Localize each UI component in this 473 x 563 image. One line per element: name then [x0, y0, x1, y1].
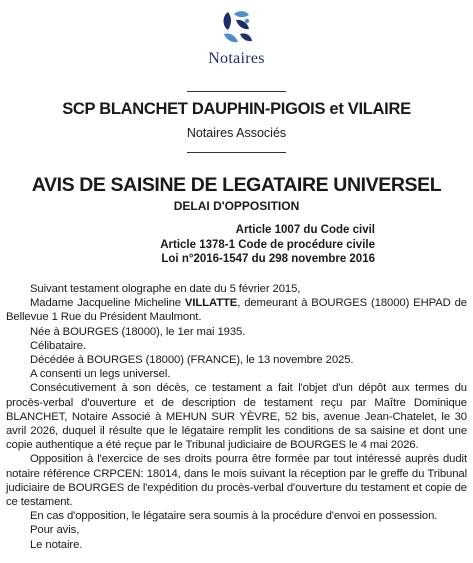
testator-name: VILLATTE: [184, 297, 238, 310]
reference-line: Article 1007 du Code civil: [235, 224, 375, 236]
text-run: , demeurant à BOURGES (18000) EHPAD de Bellevue 1 Rue du Président Maulmont.: [6, 297, 467, 324]
text-run: Madame Jacqueline Micheline: [30, 297, 185, 310]
office-subtitle: Notaires Associés: [186, 126, 287, 140]
notice-subtitle: DELAI D'OPPOSITION: [173, 199, 300, 213]
divider: [187, 91, 286, 92]
legal-references: [100, 223, 375, 267]
paragraph: A consenti un legs universel.: [30, 368, 171, 381]
paragraph: Le notaire.: [30, 538, 83, 551]
office-name: SCP BLANCHET DAUPHIN-PIGOIS et VILAIRE: [62, 100, 411, 118]
logo-wordmark: Notaires: [208, 50, 265, 67]
divider: [187, 152, 286, 153]
reference-line: Article 1378-1 Code de procédure civile: [160, 238, 375, 251]
paragraph: En cas d'opposition, le légataire sera soumis à la procédure d'envoi en possession.: [30, 510, 438, 523]
notaires-emblem-icon: [214, 6, 260, 50]
paragraph: [6, 296, 467, 324]
paragraph: Consécutivement à son décès, ce testament a fait l'objet d'un dépôt aux termes du procès-verbal d'ouverture et de description de testament reçu par Maître Dominique BLANCHET, Notaire Associé à MEHUN SUR YÈVRE, 52 bis, avenue Jean-Chatelet, le 30 avril 2026, duquel il résulte que le légataire remplit les conditions de sa saisine et dont une copie authentique a été reçue par le Tribunal judiciaire de BOURGES le 4 mai 2026.: [6, 382, 467, 452]
notice-body: [6, 282, 467, 552]
paragraph: Née à BOURGES (18000), le 1er mai 1935.: [30, 325, 246, 338]
notice-title: AVIS DE SAISINE DE LEGATAIRE UNIVERSEL: [31, 174, 442, 196]
paragraph: Opposition à l'exercice de ses droits pourra être formée par tout intéressé auprès dudit notaire référence CRPCEN: 18014, dans le mois suivant la réception par le greffe du Tribunal judiciaire de BOURGES de l'expédition du procès-verbal d'ouverture du testament et copie de ce testament.: [6, 453, 467, 509]
paragraph: Suivant testament olographe en date du 5 février 2015,: [30, 283, 301, 295]
paragraph: Célibataire.: [30, 339, 86, 352]
paragraph: Pour avis,: [30, 524, 80, 537]
reference-line: Loi n°2016-1547 du 298 novembre 2016: [161, 253, 375, 265]
paragraph: Décédée à BOURGES (18000) (FRANCE), le 13 novembre 2025.: [30, 354, 354, 367]
